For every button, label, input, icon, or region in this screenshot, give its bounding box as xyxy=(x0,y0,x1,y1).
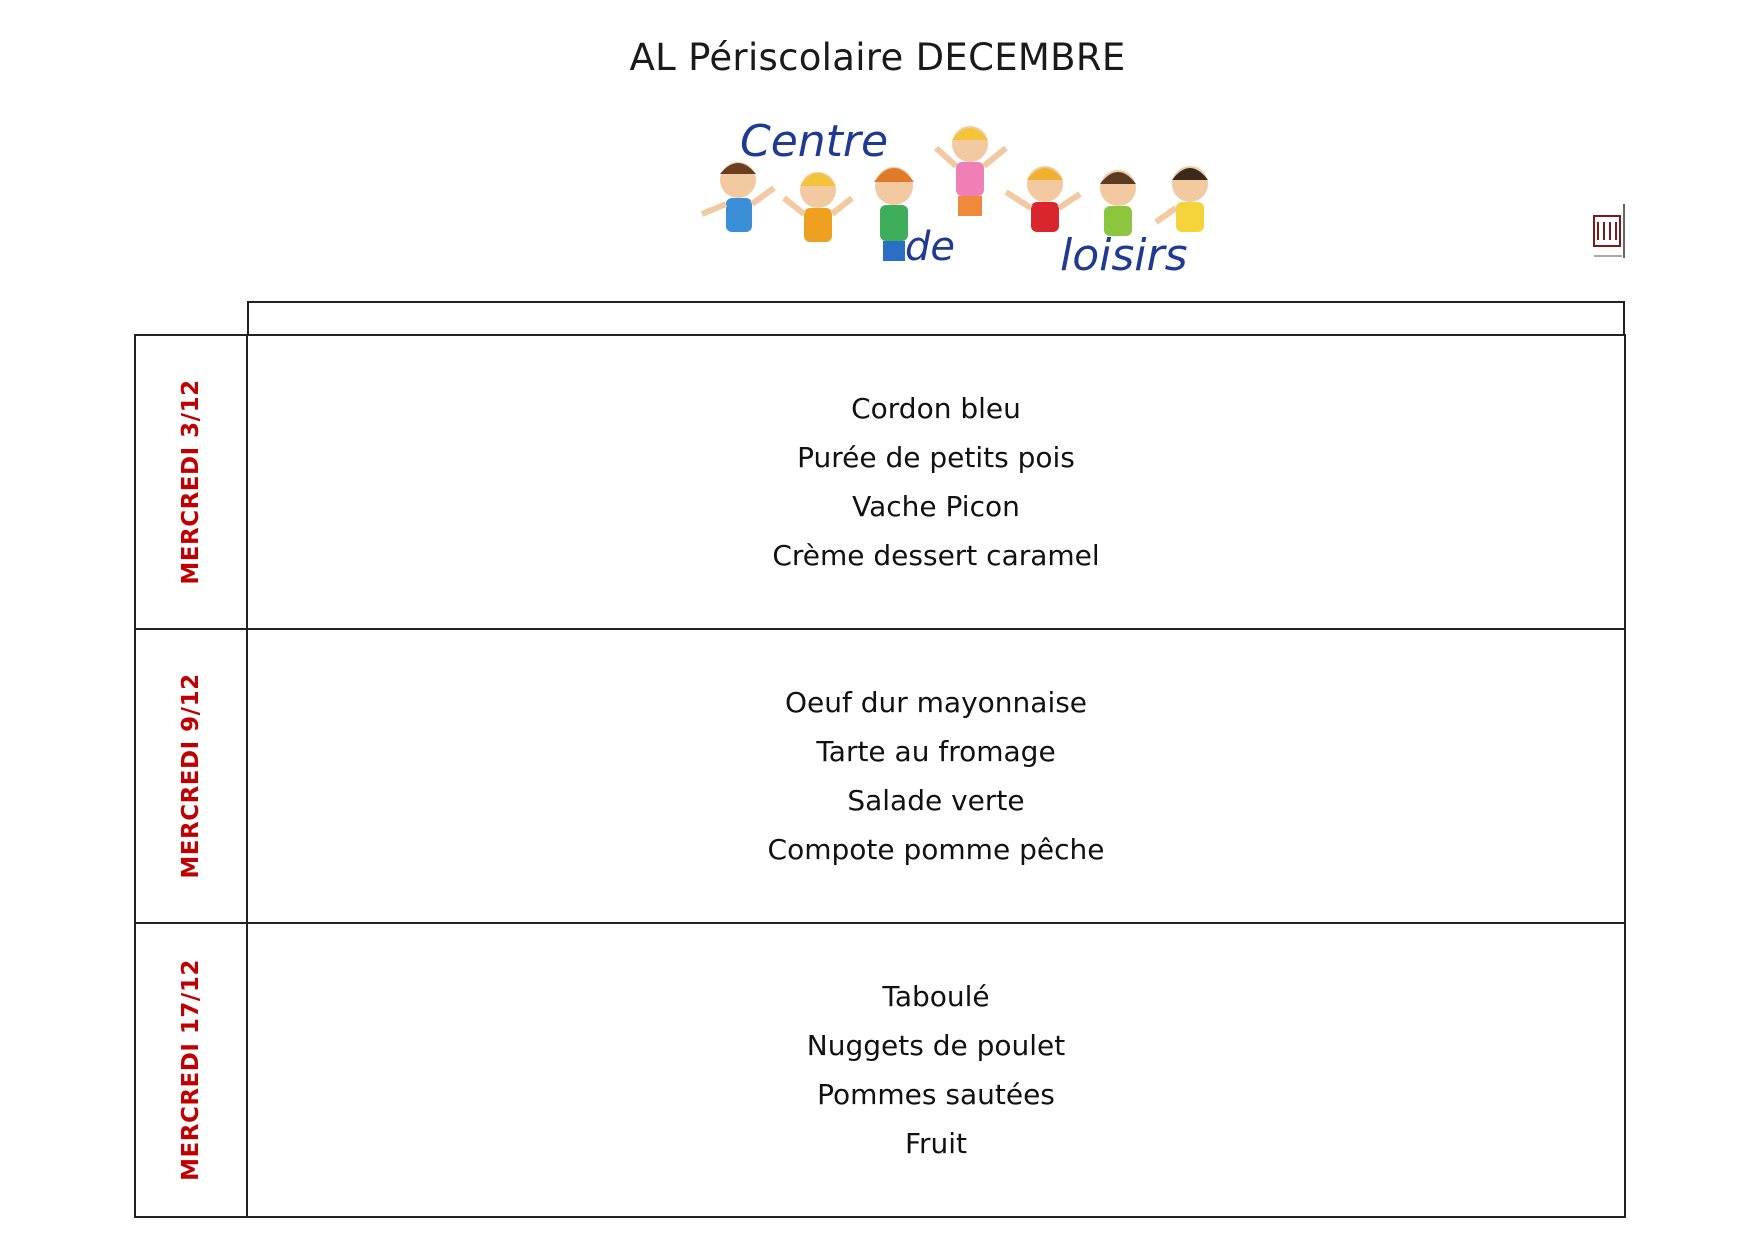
day-label: MERCREDI 17/12 xyxy=(178,959,204,1181)
menu-item: Compote pomme pêche xyxy=(767,833,1105,866)
menu-list xyxy=(248,384,1624,580)
kid-6 xyxy=(1100,170,1136,236)
logo-text-centre: Centre xyxy=(740,116,889,167)
day-label: MERCREDI 9/12 xyxy=(178,673,204,879)
menu-items-cell xyxy=(247,923,1625,1217)
menu-item: Tarte au fromage xyxy=(816,735,1056,768)
kid-7 xyxy=(1156,166,1208,232)
page-title: AL Périscolaire DECEMBRE xyxy=(629,36,1126,79)
day-cell xyxy=(135,335,247,629)
menu-item: Salade verte xyxy=(847,784,1025,817)
menu-table xyxy=(134,334,1626,1218)
day-cell xyxy=(135,629,247,923)
kid-4 xyxy=(936,126,1006,216)
table-row xyxy=(135,923,1625,1217)
menu-item: Vache Picon xyxy=(852,490,1020,523)
kid-5 xyxy=(1006,166,1080,232)
menu-item: Oeuf dur mayonnaise xyxy=(784,686,1088,719)
menu-item: Nuggets de poulet xyxy=(806,1029,1066,1062)
menu-item: Purée de petits pois xyxy=(797,441,1075,474)
menu-items-cell xyxy=(247,629,1625,923)
menu-item: Cordon bleu xyxy=(851,392,1021,425)
day-label: MERCREDI 3/12 xyxy=(178,379,204,585)
children-jumping-logo xyxy=(700,104,1245,284)
menu-item: Taboulé xyxy=(882,980,990,1013)
logo-text-loisirs: loisirs xyxy=(1060,230,1188,281)
kid-1 xyxy=(702,162,774,232)
menu-item: Crème dessert caramel xyxy=(772,539,1100,572)
menu-list xyxy=(248,678,1624,874)
table-row xyxy=(135,335,1625,629)
kid-2 xyxy=(784,172,852,242)
school-crest-icon xyxy=(1592,198,1632,272)
table-header-strip xyxy=(247,301,1625,335)
day-cell xyxy=(135,923,247,1217)
menu-items-cell xyxy=(247,335,1625,629)
logo-text-de: de xyxy=(905,224,955,270)
menu-list xyxy=(248,972,1624,1168)
menu-item: Pommes sautées xyxy=(817,1078,1055,1111)
table-row xyxy=(135,629,1625,923)
menu-item: Fruit xyxy=(904,1127,968,1160)
